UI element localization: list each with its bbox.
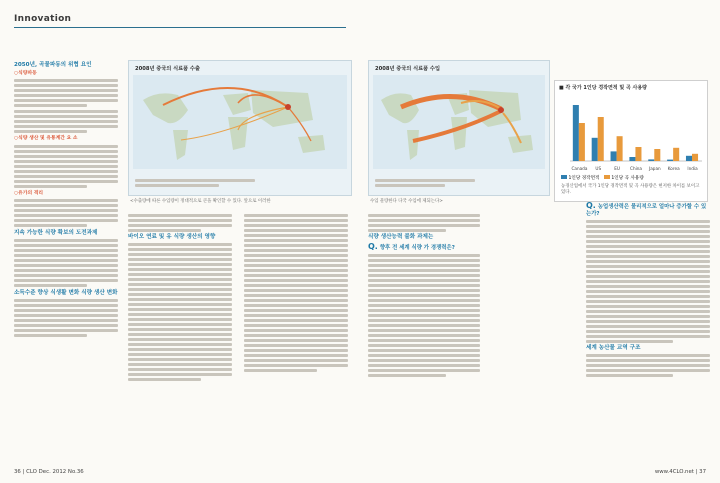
highlight-2: ○식량 생산 및 유통계간 요 소	[14, 136, 78, 142]
para-2	[14, 110, 118, 133]
section-heading-5: 식량 생산능력 불화 과제는	[368, 234, 434, 240]
map1-canvas	[133, 75, 347, 169]
highlight-1: ○식량파동	[14, 70, 37, 76]
x-tick-label: US	[595, 166, 602, 171]
bar-india-use	[692, 154, 698, 161]
x-tick-label: Canada	[571, 166, 588, 171]
section-heading-1: 2050년, 곡물파동의 위협 요인	[14, 62, 92, 68]
para-1	[14, 71, 118, 108]
question-heading-1: Q. 향후 전 세계 식량 가 경쟁력은?	[368, 241, 455, 251]
footer-left: 36 | CLO Dec. 2012 No.36	[14, 469, 84, 475]
continent-na	[381, 93, 419, 123]
section-heading-3: 소득수준 향상 식생활 변화 식량 생산 변화	[14, 289, 118, 296]
para-6	[14, 299, 118, 337]
map2-legend	[375, 177, 475, 189]
section-header: Innovation	[14, 14, 72, 24]
para-5	[14, 239, 118, 287]
question-text-2: 농업생산력은 물리적으로 얼마나 증가할 수 있는가?	[586, 204, 707, 217]
bar-us-area	[592, 138, 598, 161]
highlight-3: ○유가의 격리	[14, 190, 44, 196]
bar-eu-use	[617, 136, 623, 161]
legend-label-a: 1인당 경작면적	[568, 176, 600, 181]
text-column-3	[244, 212, 348, 374]
legend-swatch-a	[561, 175, 567, 179]
para-4	[14, 191, 118, 228]
question-heading-2: Q. 농업생산력은 물리적으로 얼마나 증가할 수 있는가?	[586, 201, 707, 217]
map2-caption: 수입 물량한다 다국 수입에 제되는다>	[370, 199, 443, 204]
x-tick-label: Japan	[649, 166, 661, 171]
chart-note: 농경산업에서 국가 1인당 경작면적 및 곡 사용량은 현저한 차이를 보이고 있다.	[561, 184, 700, 195]
continent-sa	[407, 130, 419, 160]
text-column-2	[128, 212, 232, 383]
import-map-figure	[368, 60, 550, 196]
map1-caption: <수출량에 따른 수입량이 정대적으로 큰을 확인할 수 있다. 앞으로 이러한	[130, 199, 271, 204]
bar-canada-use	[579, 123, 585, 161]
para-3	[14, 136, 118, 188]
bar-eu-area	[611, 151, 617, 161]
bar-canada-area	[573, 105, 579, 161]
world-map-import	[373, 75, 545, 169]
map1-legend	[135, 177, 255, 189]
continent-af	[451, 117, 467, 150]
map1-title: 2008년 중국의 식료품 수출	[135, 66, 200, 72]
bar-us-use	[598, 117, 604, 161]
x-tick-label: EU	[614, 166, 621, 171]
text-column-1	[14, 60, 118, 340]
section-heading-4: 바이오 연료 및 유 식량 생산의 영향	[128, 234, 216, 240]
section-heading-2: 지속 가능한 식량 확보의 도전과제	[14, 230, 98, 237]
export-map-figure	[128, 60, 352, 196]
bar-japan-area	[648, 159, 654, 161]
legend-swatch-b	[604, 175, 610, 179]
bar-korea-use	[673, 148, 679, 161]
chart-title: ■ 각 국가 1인당 경작면적 및 곡 사용량	[559, 85, 648, 91]
continent-oceania	[298, 135, 325, 153]
question-text-1: 향후 전 세계 식량 가 경쟁력은?	[379, 244, 455, 251]
legend-label-b: 1인당 곡 사용량	[611, 176, 644, 181]
x-tick-label: India	[687, 166, 698, 171]
header-rule	[14, 27, 346, 28]
origin-marker	[285, 104, 291, 110]
bar-japan-use	[654, 149, 660, 161]
map2-title: 2008년 중국의 식료품 수입	[375, 66, 440, 72]
bar-china-area	[629, 157, 635, 161]
continent-oceania	[508, 135, 533, 153]
footer-right: www.4CLO.net | 37	[654, 469, 706, 475]
destination-marker	[498, 107, 504, 113]
cropland-chart	[554, 80, 708, 202]
chart-legend	[561, 175, 644, 181]
text-column-4	[368, 212, 480, 379]
bar-india-area	[686, 156, 692, 161]
map2-canvas	[373, 75, 545, 169]
bar-korea-area	[667, 160, 673, 161]
right-page	[360, 0, 720, 483]
section-heading-6: 세계 농산물 교역 구조	[586, 345, 641, 352]
x-tick-label: Korea	[667, 166, 680, 171]
x-tick-label: China	[630, 166, 642, 171]
world-map-export	[133, 75, 347, 169]
text-column-5	[586, 200, 710, 379]
bar-china-use	[635, 147, 641, 161]
bar-chart	[556, 93, 706, 173]
continent-sa	[173, 130, 188, 160]
